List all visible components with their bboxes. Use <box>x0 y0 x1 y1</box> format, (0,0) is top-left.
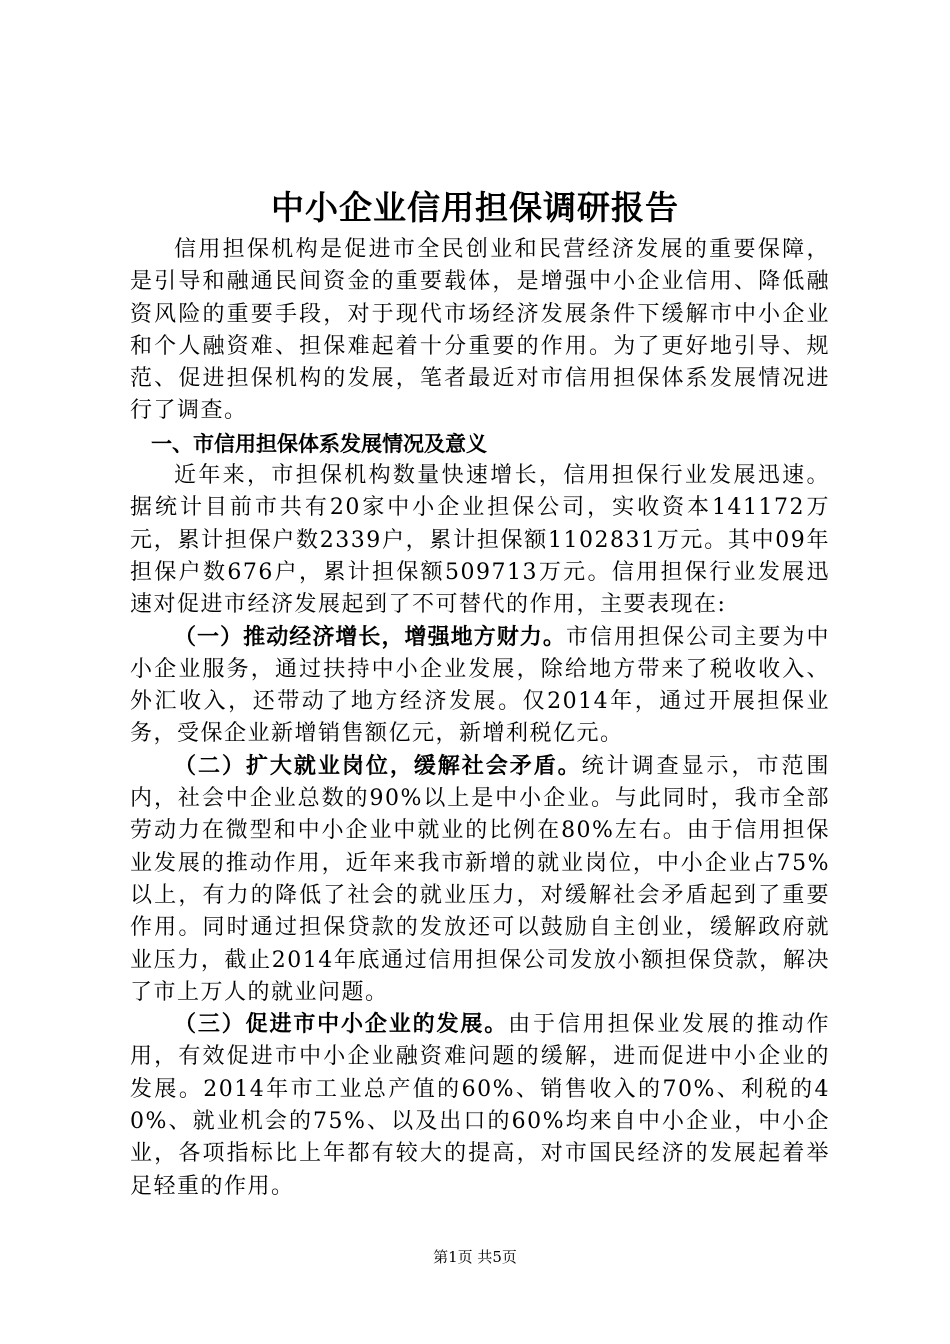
point-two-text: 统计调查显示，市范围内，社会中企业总数的90%以上是中小企业。与此同时，我市全部劳动力在微型和中小企业中就业的比例在80%左右。由于信用担保业发展的推动作用，近年来我市新增的就业岗位，中小企业占75%以上，有力的降低了社会的就业压力，对缓解社会矛盾起到了重要作用。同时通过担保贷款的发放还可以鼓励自主创业，缓解政府就业压力，截止2014年底通过信用担保公司发放小额担保贷款，解决了市上万人的就业问题。 <box>130 753 830 1005</box>
point-one-lead: （一）推动经济增长，增强地方财力。 <box>174 624 566 650</box>
document-body <box>130 234 830 1203</box>
section-heading: 一、市信用担保体系发展情况及意义 <box>151 431 487 456</box>
point-two-lead: （二）扩大就业岗位，缓解社会矛盾。 <box>174 753 582 779</box>
point-three-text: 由于信用担保业发展的推动作用，有效促进市中小企业融资难问题的缓解，进而促进中小企业的发展。2014年市工业总产值的60%、销售收入的70%、利税的40%、就业机会的75%、以及出口的60%均来自中小企业，中小企业，各项指标比上年都有较大的提高，对市国民经济的发展起着举足轻重的作用。 <box>130 1012 830 1199</box>
point-three-paragraph <box>130 1009 830 1203</box>
page-number-footer: 第1页 共5页 <box>433 1248 517 1266</box>
section-paragraph: 近年来，市担保机构数量快速增长，信用担保行业发展迅速。据统计目前市共有20家中小企业担保公司，实收资本141172万元，累计担保户数2339户，累计担保额1102831万元。其中09年担保户数676户，累计担保额509713万元。信用担保行业发展迅速对促进市经济发展起到了不可替代的作用，主要表现在: <box>130 463 830 618</box>
document-title: 中小企业信用担保调研报告 <box>271 188 679 227</box>
point-one-text: 市信用担保公司主要为中小企业服务，通过扶持中小企业发展，除给地方带来了税收收入、外汇收入，还带动了地方经济发展。仅2014年，通过开展担保业务，受保企业新增销售额亿元，新增利税亿元。 <box>130 624 830 747</box>
point-three-lead: （三）促进市中小企业的发展。 <box>174 1012 509 1038</box>
point-two-paragraph <box>130 751 830 1009</box>
intro-paragraph: 信用担保机构是促进市全民创业和民营经济发展的重要保障，是引导和融通民间资金的重要载体，是增强中小企业信用、降低融资风险的重要手段，对于现代市场经济发展条件下缓解市中小企业和个人融资难、担保难起着十分重要的作用。为了更好地引导、规范、促进担保机构的发展，笔者最近对市信用担保体系发展情况进行了调查。 <box>130 237 830 424</box>
point-one-paragraph <box>130 622 830 751</box>
